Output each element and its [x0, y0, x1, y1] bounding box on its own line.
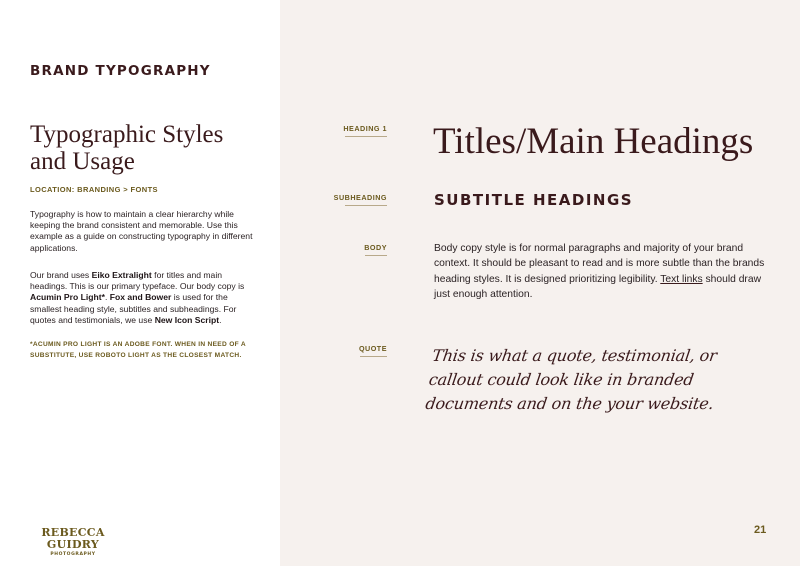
font-name-acumin: Acumin Pro Light* [30, 292, 105, 303]
quote-sample: This is what a quote, testimonial, or callout could look like in branded documents and on the your website. [424, 346, 719, 413]
logo-name: REBECCA GUIDRY [41, 526, 105, 551]
page-title-line-2: and Usage [30, 148, 135, 175]
fonts-text: Our brand uses [30, 270, 92, 280]
body-label: BODY [364, 243, 387, 252]
brand-logo [28, 527, 118, 558]
fonts-text: . [219, 314, 222, 325]
heading1-sample: Titles/Main Headings [433, 121, 754, 162]
section-title: BRAND TYPOGRAPHY [30, 63, 211, 79]
body-sample [434, 241, 769, 303]
subheading-label-rule [345, 205, 387, 206]
page-title [30, 121, 270, 175]
fonts-text: for titles and main headings. This is our primary typeface. Our body copy is [30, 270, 245, 292]
quote-label-rule [360, 356, 387, 357]
heading1-label: HEADING 1 [343, 124, 387, 133]
fonts-text: . [104, 292, 110, 303]
subheading-sample: SUBTITLE HEADINGS [434, 191, 634, 209]
body-sample-text: Body copy style is for normal paragraphs and majority of your brand context. It should be pleasant to read and is more subtle than the brands heading styles. It is designed prioritizing legibility. [434, 243, 765, 285]
heading1-label-rule [345, 136, 387, 137]
body-label-rule [365, 255, 387, 256]
font-name-eiko: Eiko Extralight [91, 270, 152, 280]
logo-subtitle: PHOTOGRAPHY [50, 552, 96, 557]
fonts-text: is used for the smallest heading style, subtitles and subheadings. For quotes and testimonials, we use [30, 292, 237, 325]
intro-paragraph: Typography is how to maintain a clear hierarchy while keeping the brand consistent and memorable. Use this example as a guide on constructing typography in different applications. [30, 209, 253, 253]
font-name-new-icon-script: New Icon Script [154, 314, 220, 325]
font-name-fox-and-bower: Fox and Bower [109, 292, 172, 303]
location-label: LOCATION: BRANDING > FONTS [30, 185, 158, 194]
page-title-line-1: Typographic Styles [30, 121, 224, 148]
page-number: 21 [754, 524, 767, 536]
fonts-paragraph [30, 270, 255, 326]
subheading-label: SUBHEADING [333, 193, 387, 202]
quote-label: QUOTE [358, 344, 387, 353]
text-link-sample[interactable]: Text links [660, 273, 703, 285]
font-substitute-note: *ACUMIN PRO LIGHT IS AN ADOBE FONT. WHEN IN NEED OF A SUBSTITUTE, USE ROBOTO LIGHT AS THE CLOSEST MATCH. [30, 341, 246, 359]
body-sample-text: should draw just enough attention. [434, 273, 762, 301]
